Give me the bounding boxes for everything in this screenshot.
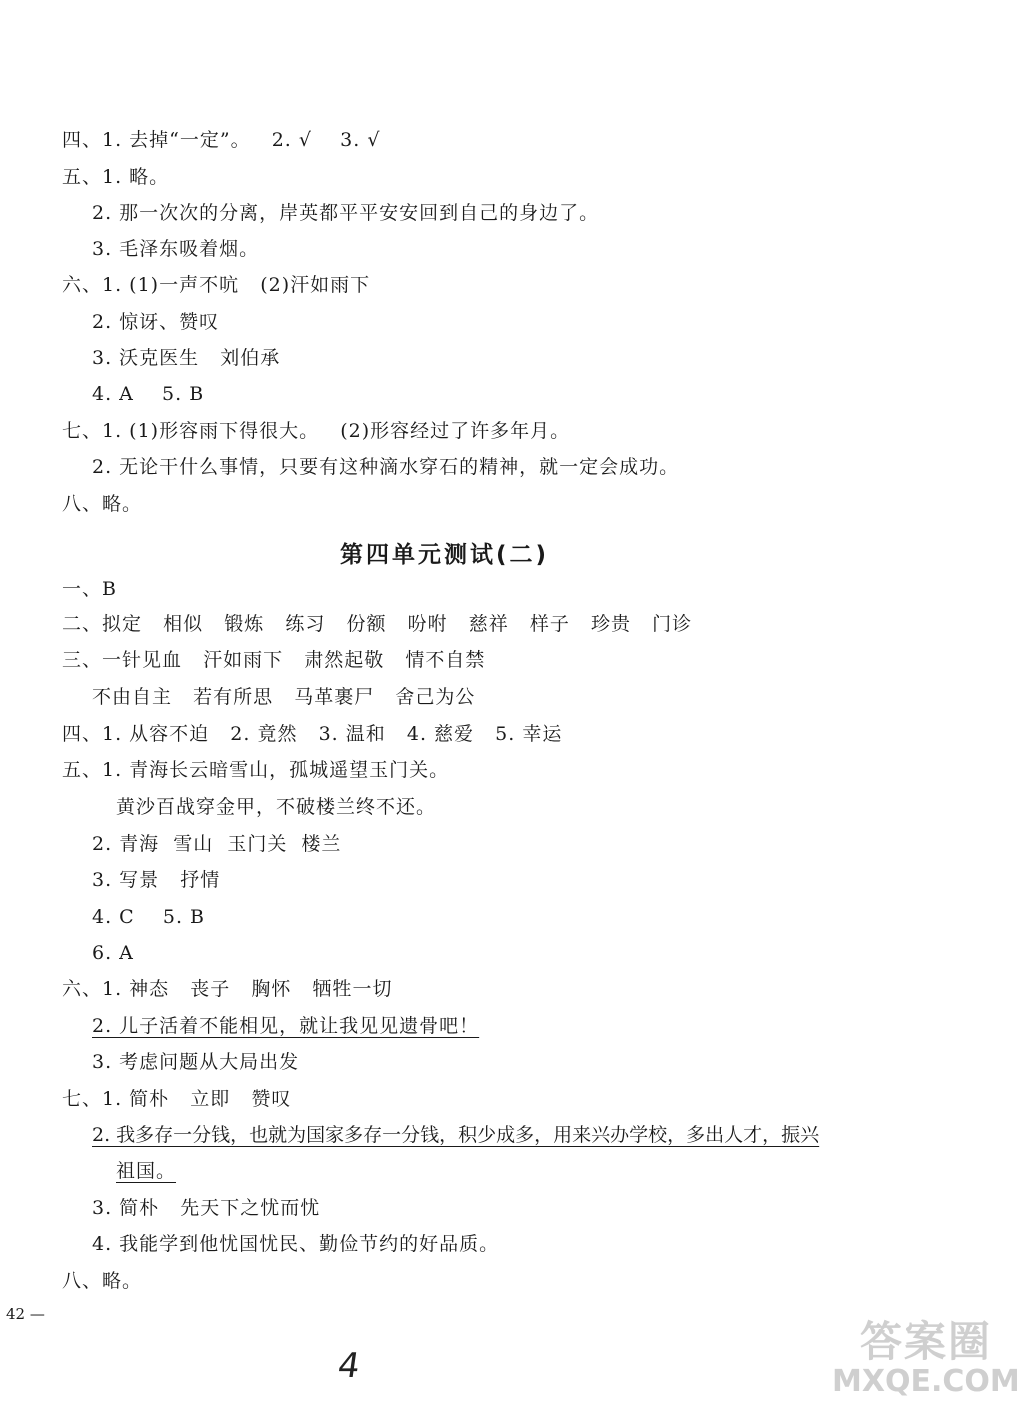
answer-line: 3. 沃克医生 刘伯承: [92, 347, 281, 369]
answer-line: 2. 那一次次的分离，岸英都平平安安回到自己的身边了。: [92, 202, 600, 224]
answer-line: 四、1. 去掉“一定”。 2. √ 3. √: [62, 129, 381, 151]
answer-line-underlined: 2. 儿子活着不能相见，就让我见见遗骨吧！: [92, 1015, 480, 1037]
answer-line: 黄沙百战穿金甲，不破楼兰终不还。: [116, 796, 437, 818]
handwritten-mark: 4: [335, 1346, 363, 1386]
page-number: 42 —: [6, 1305, 45, 1323]
section-title: 第四单元测试(二): [340, 542, 550, 568]
answer-line: 3. 毛泽东吸着烟。: [92, 238, 260, 260]
answer-line: 二、拟定 相似 锻炼 练习 份额 吩咐 慈祥 样子 珍贵 门诊: [62, 613, 693, 635]
watermark-text: 答案圈: [859, 1317, 992, 1366]
answer-line: 八、略。: [62, 493, 143, 515]
answer-line: 一、B: [62, 578, 117, 600]
answer-line: 六、1. 神态 丧子 胸怀 牺牲一切: [62, 978, 393, 1000]
answer-line: 3. 简朴 先天下之忧而忧: [92, 1197, 321, 1219]
answer-line: 七、1. 简朴 立即 赞叹: [62, 1088, 292, 1110]
answer-line: 八、略。: [62, 1270, 143, 1292]
answer-line: 四、1. 从容不迫 2. 竟然 3. 温和 4. 慈爱 5. 幸运: [62, 723, 563, 745]
answer-line: 3. 写景 抒情: [92, 869, 221, 891]
answer-line: 五、1. 略。: [62, 166, 170, 188]
answer-line-underlined: 2. 我多存一分钱，也就为国家多存一分钱，积少成多，用来兴办学校，多出人才，振兴: [92, 1124, 820, 1146]
answer-line: 五、1. 青海长云暗雪山，孤城遥望玉门关。: [62, 759, 450, 781]
answer-line: 七、1. (1)形容雨下得很大。 (2)形容经过了许多年月。: [62, 420, 571, 442]
answer-line: 4. 我能学到他忧国忧民、勤俭节约的好品质。: [92, 1233, 500, 1255]
watermark-logo: [832, 1317, 1020, 1399]
watermark-url: MXQE.COM: [832, 1364, 1020, 1399]
answer-line: 2. 无论干什么事情，只要有这种滴水穿石的精神，就一定会成功。: [92, 456, 680, 478]
answer-line-underlined: 祖国。: [116, 1160, 177, 1182]
answer-line: 不由自主 若有所思 马革裹尸 舍己为公: [92, 686, 476, 708]
answer-line: 三、一针见血 汗如雨下 肃然起敬 情不自禁: [62, 649, 486, 671]
answer-line: 6. A: [92, 942, 134, 964]
answer-line: 六、1. (1)一声不吭 (2)汗如雨下: [62, 274, 371, 296]
answer-line: 4. A 5. B: [92, 383, 205, 405]
answer-line: 4. C 5. B: [92, 906, 205, 928]
answer-line: 2. 惊讶、赞叹: [92, 311, 220, 333]
answer-line: 2. 青海 雪山 玉门关 楼兰: [92, 833, 342, 855]
answer-line: 3. 考虑问题从大局出发: [92, 1051, 300, 1073]
